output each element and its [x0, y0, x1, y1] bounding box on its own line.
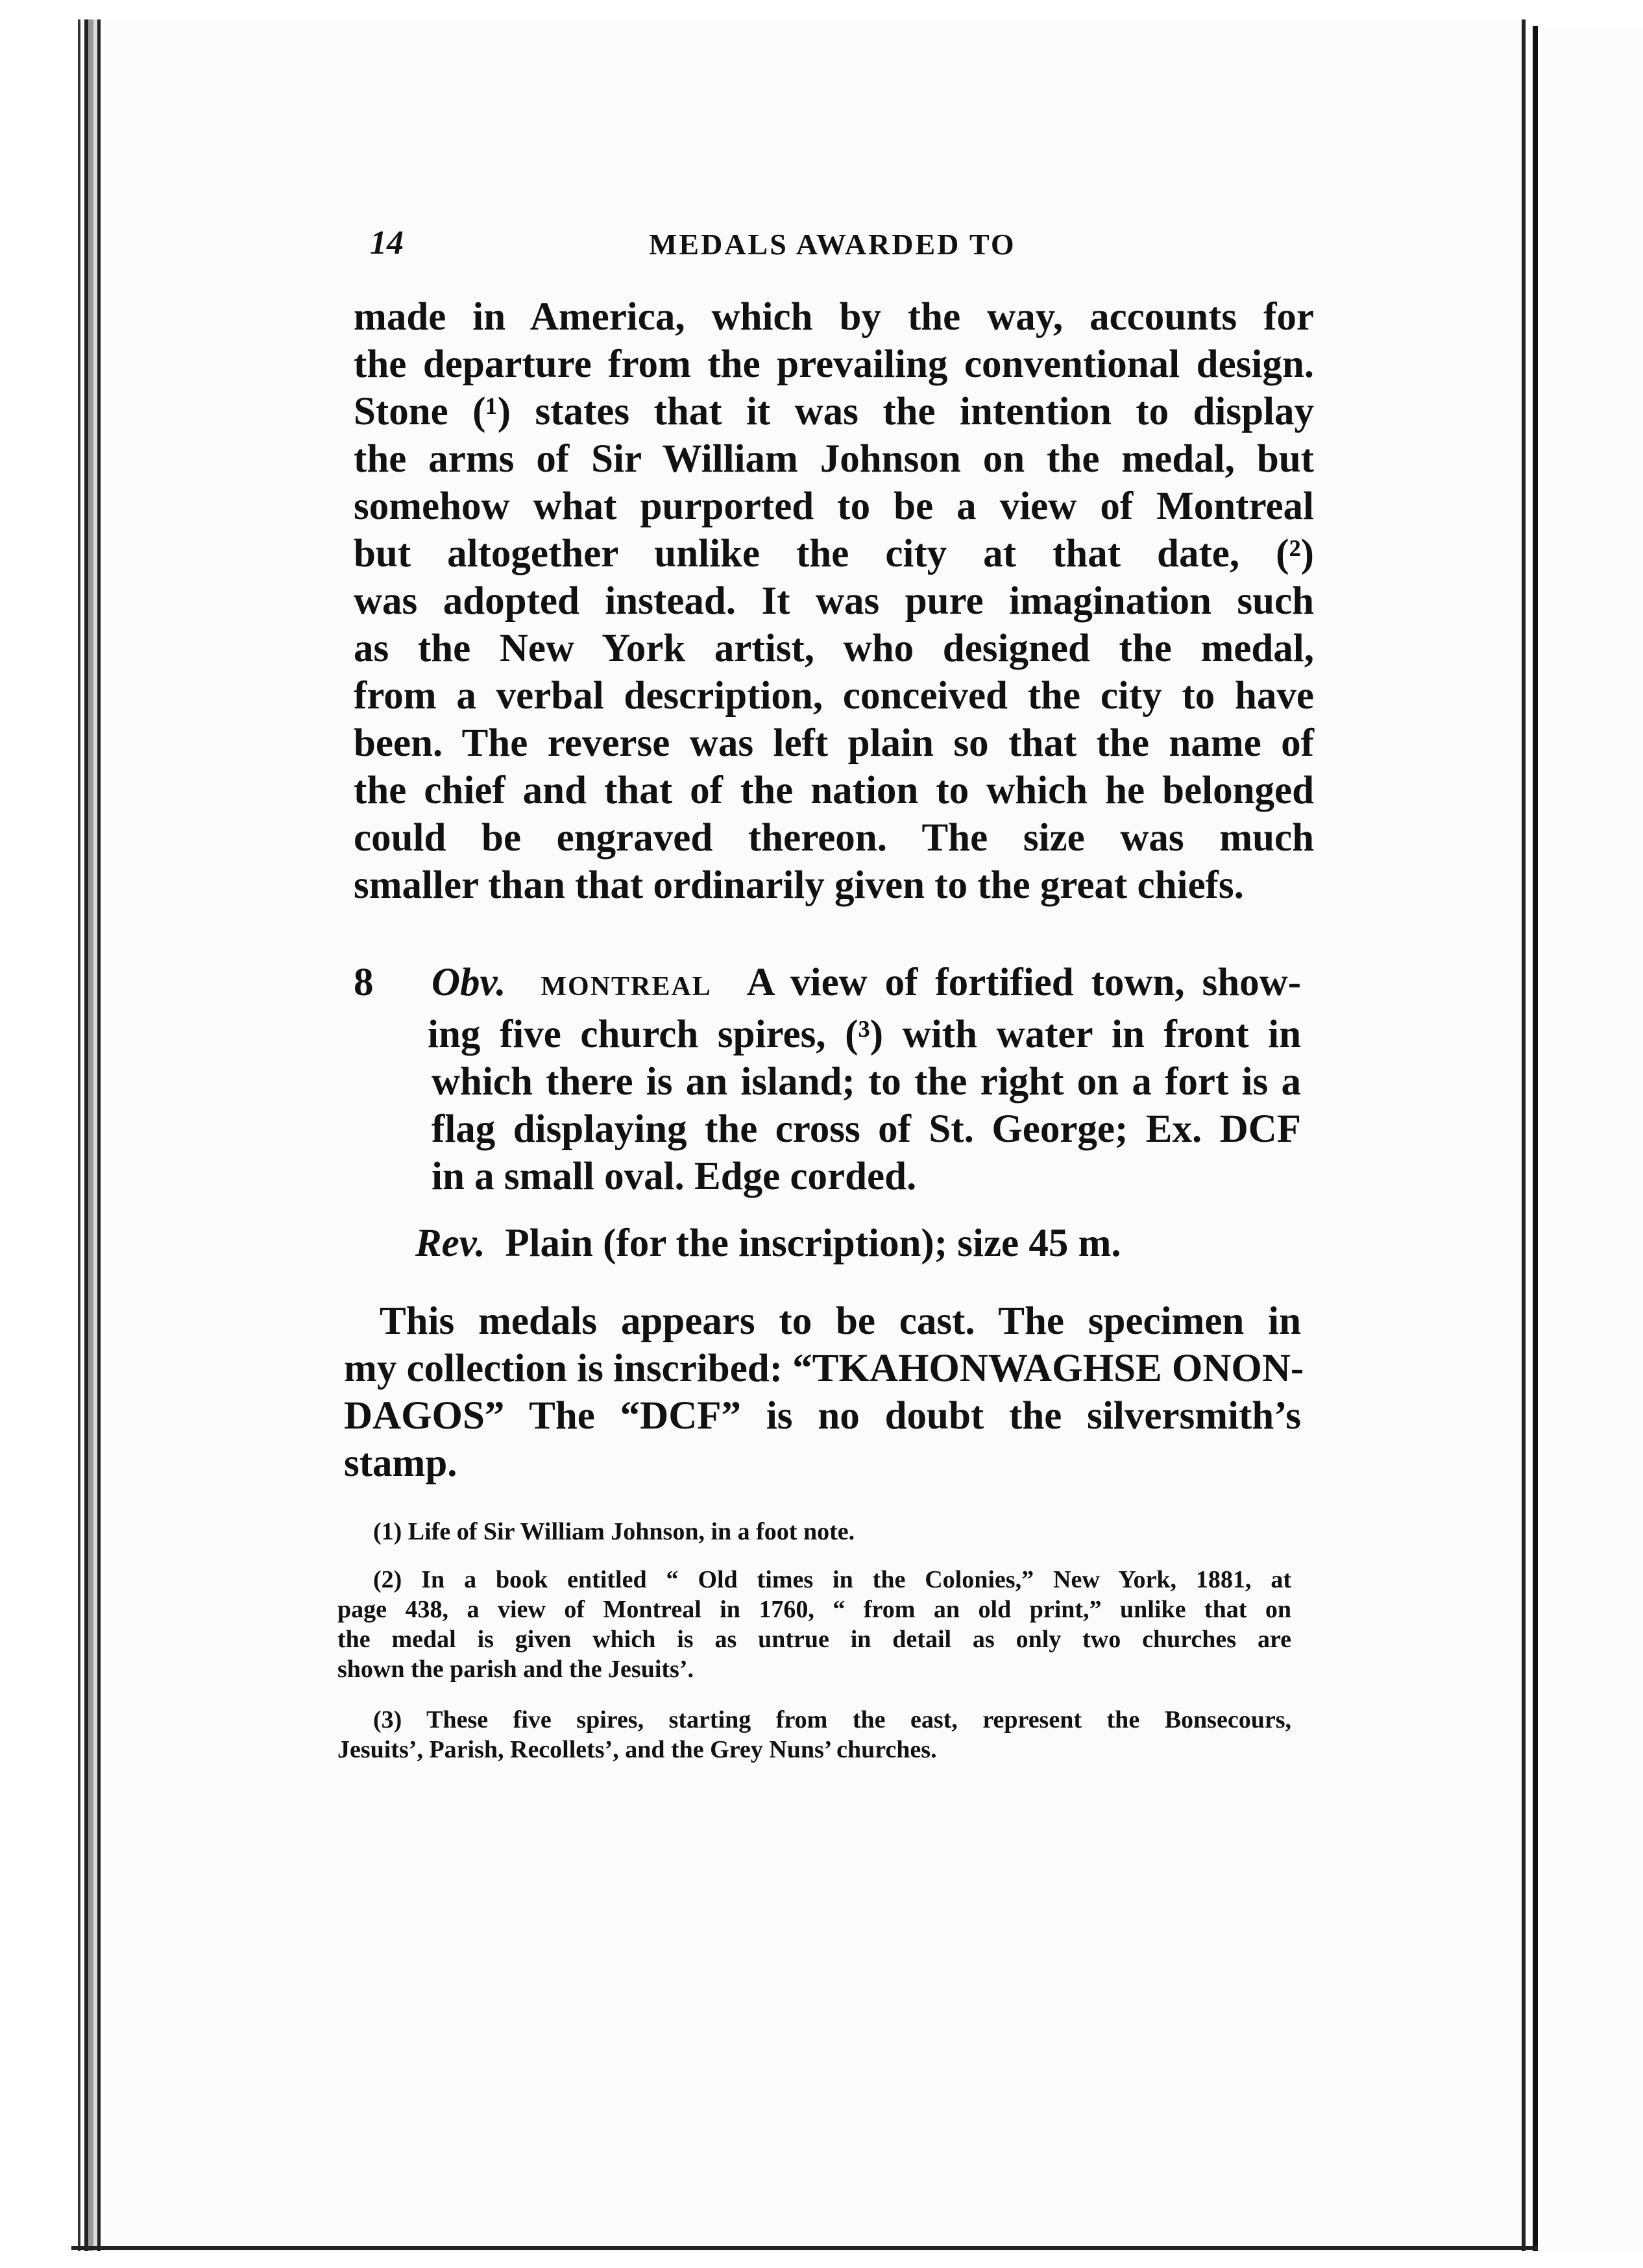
obverse-first-line	[432, 959, 1301, 1011]
reverse-label: Rev.	[415, 1222, 485, 1265]
page-number: 14	[370, 224, 404, 261]
obverse-place: MONTREAL	[541, 972, 712, 1002]
page-edge	[92, 19, 95, 2251]
text-line: the arms of Sir William Johnson on the medal, but	[354, 437, 1314, 481]
text-line: but altogether unlike the city at that date, (²)	[354, 532, 1314, 575]
main-paragraph	[354, 293, 1314, 909]
text-line: was adopted instead. It was pure imagination such	[354, 579, 1314, 623]
text-line: made in America, which by the way, accounts for	[354, 295, 1314, 339]
text-line: as the New York artist, who designed the medal,	[354, 627, 1314, 670]
text-line: DAGOS” The “DCF” is no doubt the silversmith’s	[344, 1394, 1301, 1438]
note-paragraph	[344, 1297, 1304, 1487]
footnote-3	[337, 1705, 1291, 1765]
footnote-2	[337, 1565, 1291, 1684]
entry-number: 8	[354, 961, 374, 1004]
text-line: my collection is inscribed: “TKAHONWAGHSE ONON-	[344, 1347, 1304, 1390]
text-line: A view of fortified town, show-	[746, 961, 1302, 1004]
facing-page	[1533, 26, 1643, 2251]
text-line: which there is an island; to the right on a fort is a	[432, 1060, 1301, 1104]
text-line: the chief and that of the nation to which he belonged	[354, 769, 1314, 812]
text-line: Stone (¹) states that it was the intention to display	[354, 390, 1314, 433]
bottom-edge	[71, 2246, 1538, 2250]
text-line: stamp.	[344, 1442, 457, 1485]
footnote-line: page 438, a view of Montreal in 1760, “ from an old print,” unlike that on	[337, 1596, 1291, 1623]
text-line: from a verbal description, conceived the city to have	[354, 674, 1314, 718]
page-edge	[78, 19, 80, 2251]
footnote-line: (2) In a book entitled “ Old times in the Colonies,” New York, 1881, at	[373, 1566, 1291, 1593]
text-line: ing five church spires, (³) with water in front in	[428, 1013, 1301, 1056]
page-edge	[86, 19, 88, 2251]
footnote-line: (3) These five spires, starting from the east, represent the Bonsecours,	[373, 1706, 1291, 1733]
text-line: somehow what purported to be a view of Montreal	[354, 485, 1314, 528]
text-line: smaller than that ordinarily given to the great chiefs.	[354, 863, 1244, 907]
text-line: This medals appears to be cast. The specimen in	[380, 1299, 1301, 1343]
text-line: the departure from the prevailing conventional design.	[354, 343, 1314, 386]
entry-obverse	[428, 959, 1302, 1200]
running-head: MEDALS AWARDED TO	[649, 228, 1016, 261]
footnote-line: Jesuits’, Parish, Recollets’, and the Grey Nuns’ churches.	[337, 1736, 937, 1763]
footnote-1	[337, 1517, 1246, 1547]
footnote-line: (1) Life of Sir William Johnson, in a foot note.	[373, 1518, 855, 1545]
text-line: flag displaying the cross of St. George; Ex. DCF	[432, 1107, 1301, 1151]
reverse-text: Plain (for the inscription); size 45 m.	[505, 1222, 1121, 1265]
text-line: in a small oval. Edge corded.	[432, 1155, 917, 1198]
footnote-line: the medal is given which is as untrue in detail as only two churches are	[337, 1626, 1291, 1653]
text-line: could be engraved thereon. The size was much	[354, 816, 1314, 860]
obverse-label: Obv.	[432, 961, 506, 1004]
text-line: been. The reverse was left plain so that the name of	[354, 721, 1314, 765]
entry-reverse	[415, 1220, 1121, 1267]
footnote-line: shown the parish and the Jesuits’.	[337, 1656, 694, 1683]
